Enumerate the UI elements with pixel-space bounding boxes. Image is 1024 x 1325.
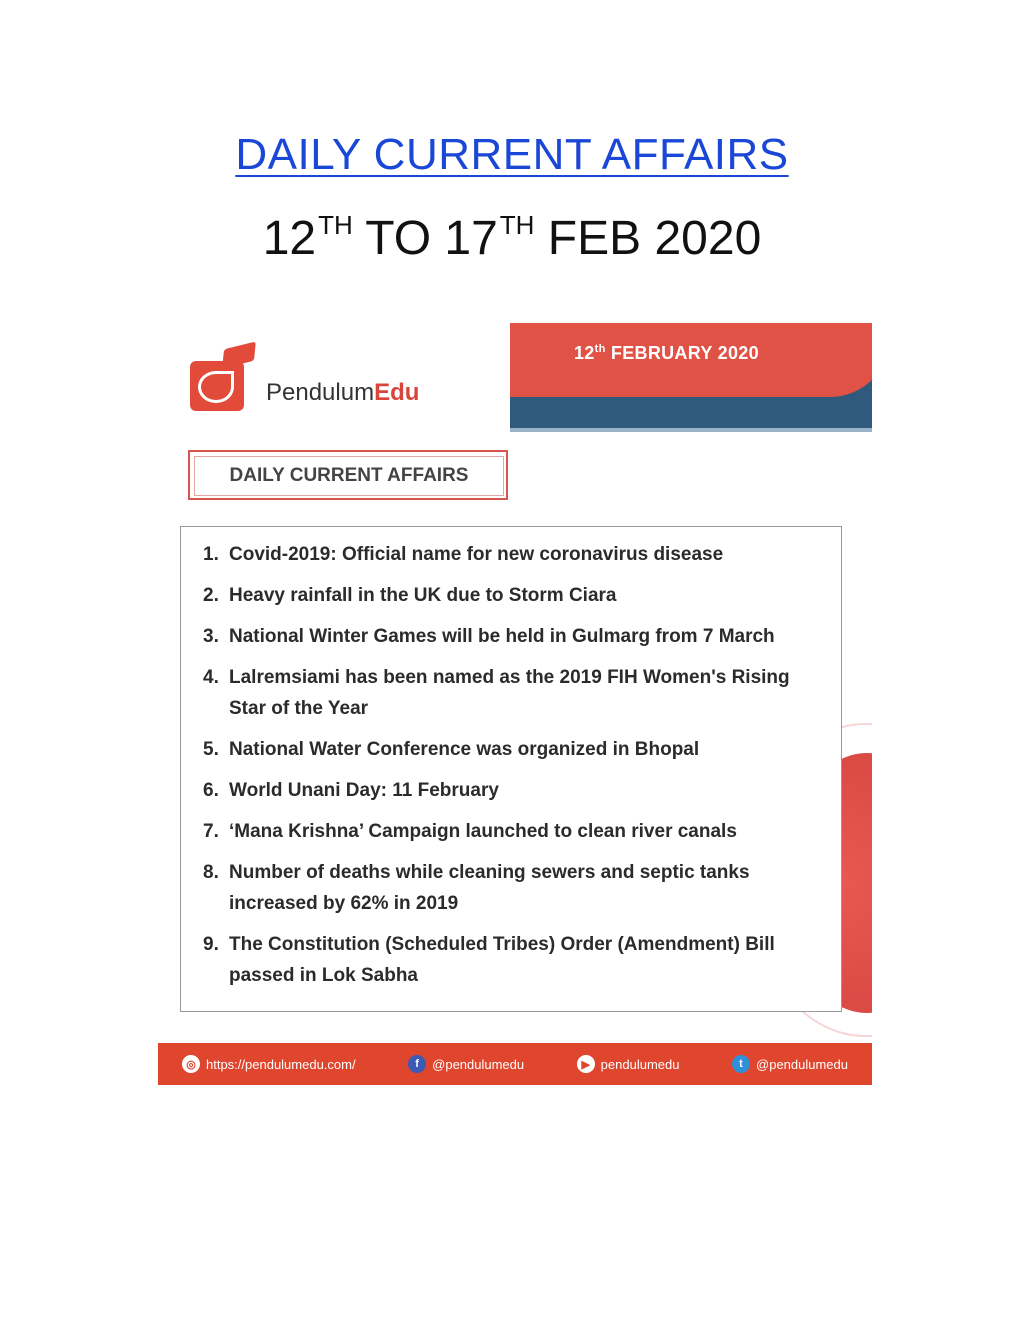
news-item-text: Heavy rainfall in the UK due to Storm Ciara xyxy=(229,585,617,606)
news-item-text: Number of deaths while cleaning sewers and septic tanks increased by 62% in 2019 xyxy=(229,862,750,914)
brand-name: PendulumEdu xyxy=(266,379,420,406)
news-item xyxy=(203,662,821,724)
date-to: TO xyxy=(365,212,432,265)
news-item-text: World Unani Day: 11 February xyxy=(229,780,499,801)
news-item-number: 8. xyxy=(203,862,219,883)
section-label: DAILY CURRENT AFFAIRS xyxy=(194,456,504,496)
news-item-number: 2. xyxy=(203,585,219,606)
date-start-suffix: TH xyxy=(318,210,353,240)
news-item-number: 1. xyxy=(203,544,219,565)
date-range xyxy=(0,210,1024,266)
social-footer xyxy=(158,1043,872,1085)
news-item-text: ‘Mana Krishna’ Campaign launched to clean river canals xyxy=(229,821,737,842)
footer-website[interactable]: ◎ https://pendulumedu.com/ xyxy=(182,1055,356,1073)
news-item-number: 3. xyxy=(203,626,219,647)
document-title[interactable]: DAILY CURRENT AFFAIRS xyxy=(235,130,789,179)
globe-icon: ◎ xyxy=(182,1055,200,1073)
news-item-number: 5. xyxy=(203,739,219,760)
footer-twitter[interactable]: t @pendulumedu xyxy=(732,1055,848,1073)
date-start: 12 xyxy=(262,212,317,265)
brand-logo xyxy=(190,339,490,419)
news-item xyxy=(203,929,821,991)
news-item xyxy=(203,734,821,765)
footer-facebook[interactable]: f @pendulumedu xyxy=(408,1055,524,1073)
date-end: 17 xyxy=(444,212,498,265)
banner-date: 12th FEBRUARY 2020 xyxy=(574,343,759,363)
news-list xyxy=(203,539,821,991)
date-banner xyxy=(510,323,872,432)
news-item xyxy=(203,580,821,611)
news-item xyxy=(203,775,821,806)
news-item-number: 4. xyxy=(203,667,219,688)
date-month-year: FEB 2020 xyxy=(547,212,762,265)
news-item-number: 6. xyxy=(203,780,219,801)
youtube-icon: ▶ xyxy=(577,1055,595,1073)
news-item-number: 9. xyxy=(203,934,219,955)
facebook-icon: f xyxy=(408,1055,426,1073)
news-item xyxy=(203,539,821,570)
news-item-text: National Water Conference was organized in Bhopal xyxy=(229,739,700,760)
current-affairs-card xyxy=(158,323,872,1085)
news-item xyxy=(203,857,821,919)
news-item-text: Lalremsiami has been named as the 2019 FIH Women's Rising Star of the Year xyxy=(229,667,790,719)
graduation-cap-icon xyxy=(222,341,256,368)
date-end-suffix: TH xyxy=(499,210,535,240)
news-item xyxy=(203,816,821,847)
news-list-box xyxy=(180,526,842,1012)
news-item xyxy=(203,621,821,652)
news-item-number: 7. xyxy=(203,821,219,842)
section-label-box xyxy=(188,450,508,500)
twitter-icon: t xyxy=(732,1055,750,1073)
news-item-text: National Winter Games will be held in Gulmarg from 7 March xyxy=(229,626,775,647)
news-item-text: Covid-2019: Official name for new coronavirus disease xyxy=(229,544,724,565)
footer-youtube[interactable]: ▶ pendulumedu xyxy=(577,1055,680,1073)
logo-icon xyxy=(190,361,244,411)
news-item-text: The Constitution (Scheduled Tribes) Order (Amendment) Bill passed in Lok Sabha xyxy=(229,934,775,986)
